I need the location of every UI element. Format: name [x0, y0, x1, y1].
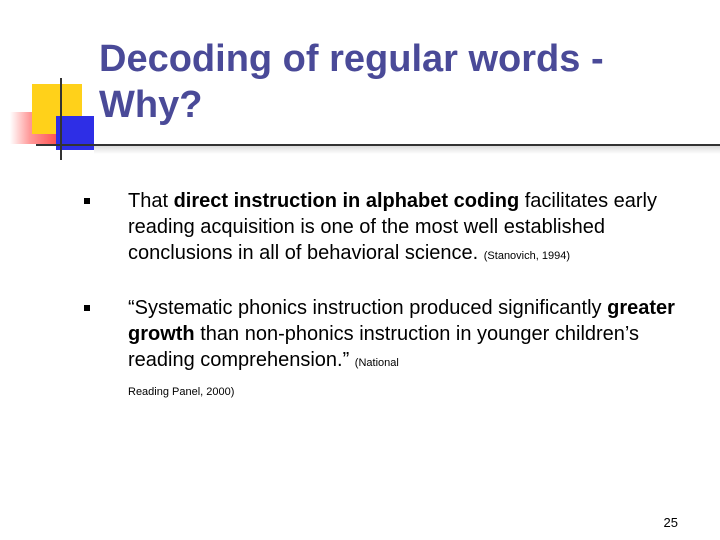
- page-number: 25: [663, 515, 678, 530]
- logo-vertical-line: [60, 78, 62, 160]
- bullet-text-before: That: [128, 190, 174, 212]
- bullet-text-after: than non-phonics instruction in younger children’s reading comprehension.”: [128, 323, 640, 371]
- bullet-item-nrp: [82, 295, 702, 402]
- bullet-text-bold: greater growth: [128, 297, 675, 345]
- bullet-text-after: facilitates early reading acquisition is one of the most well established conclusions in all of behavioral science.: [128, 190, 657, 264]
- citation: (Stanovich, 1994): [483, 250, 570, 262]
- bullet-item-stanovich: [82, 188, 702, 269]
- citation-continued: Reading Panel, 2000): [128, 386, 235, 398]
- bullet-text-before: “Systematic phonics instruction produced significantly: [128, 297, 608, 319]
- square-bullet-icon: [84, 305, 90, 311]
- square-bullet-icon: [84, 198, 90, 204]
- title-underline-shadow: [94, 146, 720, 154]
- bullet-text-bold: direct instruction in alphabet coding: [173, 190, 520, 212]
- slide-title: Decoding of regular words - Why?: [99, 38, 604, 126]
- citation: (National: [354, 357, 399, 369]
- bullet-list: [82, 188, 702, 402]
